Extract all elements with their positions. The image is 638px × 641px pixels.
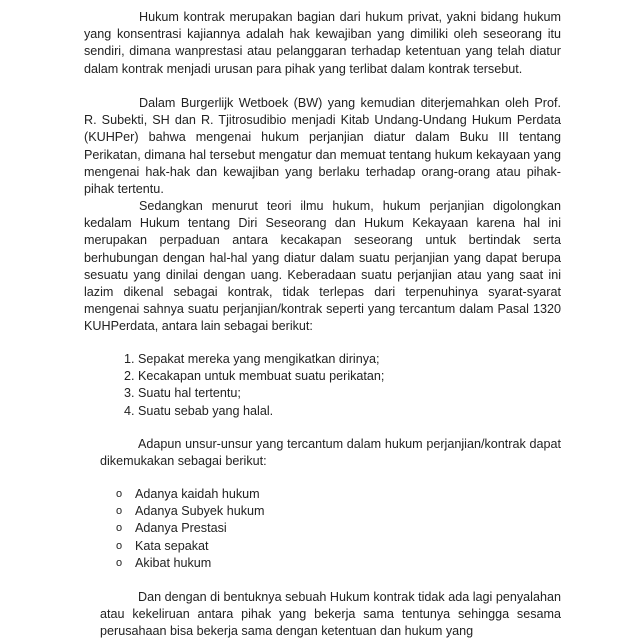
list-item: 3. Suatu hal tertentu; xyxy=(124,386,241,401)
paragraph-burgerlijk-wetboek: Dalam Burgerlijk Wetboek (BW) yang kemudian diterjemahkan oleh Prof. R. Subekti, SH dan R. Tjitrosudibio menjadi Kitab Undang-Undang Hukum Perdata (KUHPer) bahwa mengenai hukum perjanjian diatur dalam Buku III tentang Perikatan, dimana hal tersebut mengatur dan memuat tentang hukum kekayaan yang mengenai hak-hak dan kewajiban yang berlaku terhadap orang-orang atau pihak-pihak tertentu. xyxy=(84,96,561,197)
list-item: 1. Sepakat mereka yang mengikatkan dirinya; xyxy=(124,352,380,366)
bullet-marker: o xyxy=(116,522,123,535)
paragraph-conclusion: Dan dengan di bentuknya sebuah Hukum kontrak tidak ada lagi penyalahan atau kekeliruan antara pihak yang bekerja sama tentunya sehingga sesama perusahaan bisa bekerja sama dengan ketentuan dan hukum yang xyxy=(100,590,561,639)
validity-requirements-list xyxy=(124,351,384,420)
list-item-label: Akibat hukum xyxy=(135,555,212,570)
bullet-marker: o xyxy=(116,505,123,518)
contract-elements-list xyxy=(116,486,265,572)
list-item xyxy=(116,520,265,537)
bullet-marker: o xyxy=(116,556,123,569)
list-item xyxy=(116,486,265,503)
list-item-label: Adanya Prestasi xyxy=(135,521,227,536)
bullet-marker: o xyxy=(116,539,123,552)
paragraph-contract-law-definition: Hukum kontrak merupakan bagian dari hukum privat, yakni bidang hukum yang konsentrasi kajiannya adalah hak kewajiban yang dimiliki oleh seseorang itu sendiri, dimana wanprestasi atau pelanggaran terhadap ketentuan yang telah diatur dalam kontrak menjadi urusan para pihak yang terlibat dalam kontrak tersebut. xyxy=(84,10,561,76)
paragraph-contract-elements-intro: Adapun unsur-unsur yang tercantum dalam hukum perjanjian/kontrak dapat dikemukakan sebagai berikut: xyxy=(100,437,561,469)
bullet-marker: o xyxy=(116,488,123,500)
list-item-label: Kata sepakat xyxy=(135,538,209,553)
paragraph-legal-theory: Sedangkan menurut teori ilmu hukum, hukum perjanjian digolongkan kedalam Hukum tentang Diri Seseorang dan Hukum Kekayaan karena hal ini merupakan perpaduan antara kecakapan seseorang untuk bertindak serta berhubungan dengan hal-hal yang diatur dalam suatu perjanjian yang dapat berupa sesuatu yang dinilai dengan uang. Keberadaan suatu perjanjian atau yang saat ini lazim dikenal sebagai kontrak, tidak terlepas dari terpenuhinya syarat-syarat mengenai sahnya suatu perjanjian/kontrak seperti yang tercantum dalam Pasal 1320 KUHPerdata, antara lain sebagai berikut: xyxy=(84,199,561,334)
list-item: 2. Kecakapan untuk membuat suatu perikatan; xyxy=(124,369,385,384)
list-item-label: Adanya kaidah hukum xyxy=(135,487,260,501)
list-item xyxy=(116,555,265,572)
list-item: 4. Suatu sebab yang halal. xyxy=(124,403,274,418)
list-item xyxy=(116,503,265,520)
list-item xyxy=(116,538,265,555)
list-item-label: Adanya Subyek hukum xyxy=(135,504,265,519)
